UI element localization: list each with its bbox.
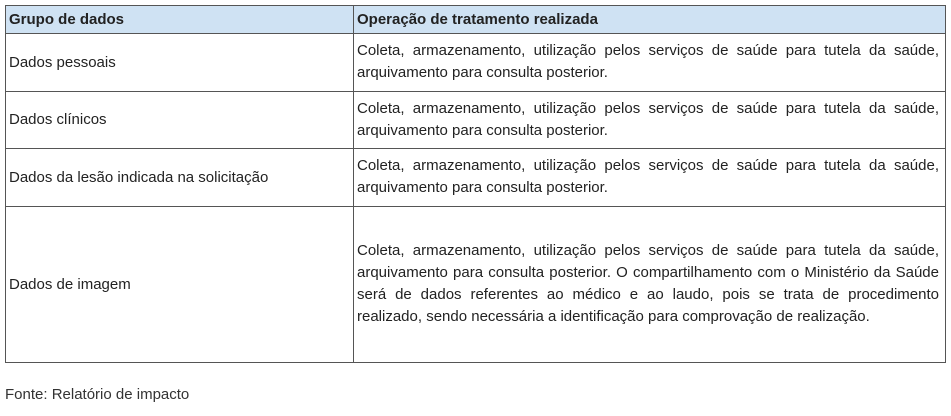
data-treatment-table-container [5, 5, 945, 363]
header-data-group: Grupo de dados [6, 6, 354, 34]
table-source-caption: Fonte: Relatório de impacto [5, 386, 190, 403]
data-group-cell: Dados clínicos [6, 92, 354, 149]
operation-cell: Coleta, armazenamento, utilização pelos serviços de saúde para tutela da saúde, arquivamento para consulta posterior. O compartilhamento com o Ministério da Saúde será de dados referentes ao médico e ao laudo, pois se trata de procedimento realizado, sendo necessária a identificação para comprovação de realização. [354, 207, 946, 363]
table-row [6, 92, 946, 149]
table-header-row [6, 6, 946, 34]
table-row [6, 207, 946, 363]
data-group-cell: Dados de imagem [6, 207, 354, 363]
table-row [6, 34, 946, 92]
data-treatment-table [5, 5, 946, 363]
operation-cell: Coleta, armazenamento, utilização pelos serviços de saúde para tutela da saúde, arquivamento para consulta posterior. [354, 92, 946, 149]
data-group-cell: Dados da lesão indicada na solicitação [6, 149, 354, 207]
table-row [6, 149, 946, 207]
header-treatment-operation: Operação de tratamento realizada [354, 6, 946, 34]
operation-cell: Coleta, armazenamento, utilização pelos serviços de saúde para tutela da saúde, arquivamento para consulta posterior. [354, 149, 946, 207]
operation-cell: Coleta, armazenamento, utilização pelos serviços de saúde para tutela da saúde, arquivamento para consulta posterior. [354, 34, 946, 92]
data-group-cell: Dados pessoais [6, 34, 354, 92]
